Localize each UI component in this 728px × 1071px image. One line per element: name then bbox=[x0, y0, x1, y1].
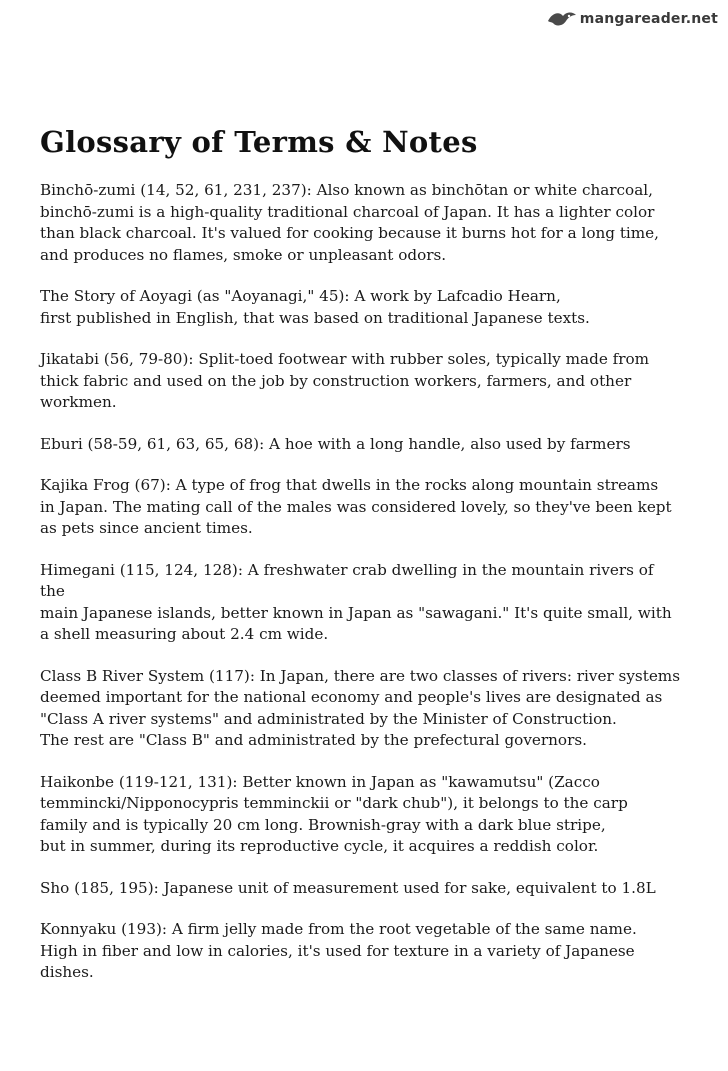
glossary-entry-aoyagi: The Story of Aoyagi (as "Aoyanagi," 45): A work by Lafcadio Hearn, first published in English, that was based on traditional Japanese texts. bbox=[40, 287, 590, 327]
glossary-entry-konnyaku: Konnyaku (193): A firm jelly made from the root vegetable of the same name. High in fiber and low in calories, it's used for texture in a variety of Japanese dishes. bbox=[40, 920, 637, 981]
bird-icon bbox=[547, 9, 577, 29]
glossary-entry-kajika-frog: Kajika Frog (67): A type of frog that dwells in the rocks along mountain streams in Japan. The mating call of the males was considered lovely, so they've been kept as pets since ancient times. bbox=[40, 476, 672, 537]
glossary-entry-class-b-river: Class B River System (117): In Japan, there are two classes of rivers: river systems deemed important for the national economy and people's lives are designated as "Class A river systems" and administrated by the Minister of Construction. The rest are "Class B" and administrated by the prefectural governors. bbox=[40, 666, 681, 749]
glossary-entry-himegani: Himegani (115, 124, 128): A freshwater crab dwelling in the mountain rivers of the main Japanese islands, better known in Japan as "sawagani." It's quite small, with a shell measuring about 2.4 cm wide. bbox=[40, 560, 672, 643]
glossary-entry-bincho-zumi: Binchō-zumi (14, 52, 61, 231, 237): Also known as binchōtan or white charcoal, binchō-zumi is a high-quality traditional charcoal of Japan. It has a lighter color than black charcoal. It's valued for cooking because it burns hot for a long time, and produces no flames, smoke or unpleasant odors. bbox=[40, 181, 660, 264]
glossary-entry-eburi: Eburi (58-59, 61, 63, 65, 68): A hoe with a long handle, also used by farmers bbox=[40, 434, 631, 453]
page-title: Glossary of Terms & Notes bbox=[40, 125, 478, 159]
glossary-entry-sho: Sho (185, 195): Japanese unit of measurement used for sake, equivalent to 1.8L bbox=[40, 878, 656, 897]
glossary-entry-haikonbe: Haikonbe (119-121, 131): Better known in Japan as "kawamutsu" (Zacco temmincki/Nipponocypris temminckii or "dark chub"), it belongs to the carp family and is typically 20 cm long. Brownish-gray with a dark blue stripe, but in summer, during its reproductive cycle, it acquires a reddish color. bbox=[40, 772, 628, 855]
watermark-text: mangareader.net bbox=[579, 11, 718, 27]
glossary-list bbox=[40, 180, 680, 1004]
watermark bbox=[547, 9, 718, 29]
glossary-entry-jikatabi: Jikatabi (56, 79-80): Split-toed footwear with rubber soles, typically made from thick fabric and used on the job by construction workers, farmers, and other workmen. bbox=[40, 350, 650, 411]
